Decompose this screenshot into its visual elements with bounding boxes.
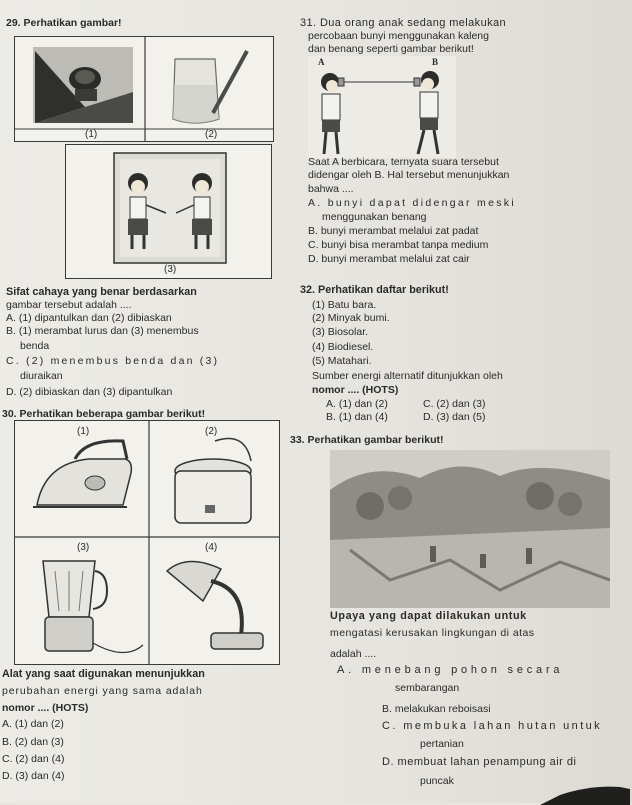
q33-figure bbox=[330, 450, 610, 608]
q30-label-1: (1) bbox=[77, 426, 90, 437]
q29-option-d: D. (2) dibiaskan dan (3) dipantulkan bbox=[6, 386, 173, 398]
q30-option-b: B. (2) dan (3) bbox=[2, 736, 64, 748]
q32-option-d: D. (3) dan (5) bbox=[423, 411, 486, 423]
q32-stem-line1: Sumber energi alternatif ditunjukkan oleh bbox=[312, 370, 503, 382]
q32-item-5: (5) Matahari. bbox=[312, 355, 372, 367]
q32-item-3: (3) Biosolar. bbox=[312, 326, 369, 338]
q33-option-c-line2: pertanian bbox=[420, 738, 464, 750]
q32-item-4: (4) Biodiesel. bbox=[312, 341, 374, 353]
q33-deforestation-image bbox=[330, 450, 610, 608]
q29-images-1-2 bbox=[15, 37, 273, 141]
q32-option-c: C. (2) dan (3) bbox=[423, 398, 486, 410]
q29-label-1: (1) bbox=[85, 129, 98, 140]
q30-label-2: (2) bbox=[205, 426, 218, 437]
q31-intro-line3: dan benang seperti gambar berikut! bbox=[308, 43, 474, 55]
q31-intro-line1: 31. Dua orang anak sedang melakukan bbox=[300, 17, 507, 29]
q29-option-c-line1: C. (2) menembus benda dan (3) bbox=[6, 355, 220, 367]
q33-option-c-line1: C. membuka lahan hutan untuk bbox=[382, 720, 603, 732]
q31-stem-line1: Saat A berbicara, ternyata suara tersebut bbox=[308, 156, 499, 168]
q30-figure-grid bbox=[14, 420, 280, 665]
q29-option-b-line1: B. (1) merambat lurus dan (3) menembus bbox=[6, 325, 199, 337]
q33-option-a-line1: A. menebang pohon secara bbox=[337, 664, 564, 676]
q31-option-d: D. bunyi merambat melalui zat cair bbox=[308, 253, 470, 265]
q32-title: 32. Perhatikan daftar berikut! bbox=[300, 284, 449, 296]
q29-label-3: (3) bbox=[164, 264, 177, 275]
q29-mirror-image bbox=[66, 145, 271, 278]
q32-option-a: A. (1) dan (2) bbox=[326, 398, 388, 410]
q30-appliance-images bbox=[15, 421, 279, 664]
q29-option-a: A. (1) dipantulkan dan (2) dibiaskan bbox=[6, 312, 172, 324]
q29-option-b-line2: benda bbox=[20, 340, 50, 352]
q31-label-a: A bbox=[318, 57, 325, 67]
q31-figure bbox=[308, 56, 456, 158]
marker-pen-decoration bbox=[540, 775, 630, 805]
q29-figure-1-2 bbox=[14, 36, 274, 142]
q33-title: 33. Perhatikan gambar berikut! bbox=[290, 434, 444, 446]
q31-stem-line2: didengar oleh B. Hal tersebut menunjukkan bbox=[308, 169, 510, 181]
q31-label-b: B bbox=[432, 57, 439, 67]
q33-option-d-line2: puncak bbox=[420, 775, 454, 787]
q29-label-2: (2) bbox=[205, 129, 218, 140]
q32-stem-line2: nomor .... (HOTS) bbox=[312, 384, 399, 396]
q30-stem-line2: perubahan energi yang sama adalah bbox=[2, 685, 203, 697]
q29-stem-line2: gambar tersebut adalah .... bbox=[6, 299, 132, 311]
q30-option-a: A. (1) dan (2) bbox=[2, 718, 64, 730]
q33-option-b: B. melakukan reboisasi bbox=[382, 703, 491, 715]
q30-label-3: (3) bbox=[77, 542, 90, 553]
q29-figure-3 bbox=[65, 144, 272, 279]
q31-intro-line2: percobaan bunyi menggunakan kaleng bbox=[308, 30, 489, 42]
q33-option-a-line2: sembarangan bbox=[395, 682, 460, 694]
q31-stem-line3: bahwa .... bbox=[308, 183, 354, 195]
q30-label-4: (4) bbox=[205, 542, 218, 553]
q29-stem-line1: Sifat cahaya yang benar berdasarkan bbox=[6, 286, 197, 298]
q32-item-1: (1) Batu bara. bbox=[312, 299, 377, 311]
q31-option-b: B. bunyi merambat melalui zat padat bbox=[308, 225, 479, 237]
q31-tin-phone-image bbox=[308, 56, 456, 158]
q33-stem-line1: Upaya yang dapat dilakukan untuk bbox=[330, 610, 527, 622]
q33-stem-line3: adalah .... bbox=[330, 648, 377, 660]
q32-item-2: (2) Minyak bumi. bbox=[312, 312, 390, 324]
q32-option-b: B. (1) dan (4) bbox=[326, 411, 388, 423]
q31-option-a-line2: menggunakan benang bbox=[322, 211, 427, 223]
q33-option-d-line1: D. membuat lahan penampung air di bbox=[382, 756, 577, 768]
q30-stem-line3: nomor .... (HOTS) bbox=[2, 702, 89, 714]
q29-option-c-line2: diuraikan bbox=[20, 370, 63, 382]
q29-title: 29. Perhatikan gambar! bbox=[6, 17, 122, 29]
q33-stem-line2: mengatasi kerusakan lingkungan di atas bbox=[330, 627, 535, 639]
q30-option-d: D. (3) dan (4) bbox=[2, 770, 65, 782]
q30-option-c: C. (2) dan (4) bbox=[2, 753, 65, 765]
q31-option-a-line1: A. bunyi dapat didengar meski bbox=[308, 197, 516, 209]
q31-option-c: C. bunyi bisa merambat tanpa medium bbox=[308, 239, 489, 251]
q30-stem-line1: Alat yang saat digunakan menunjukkan bbox=[2, 668, 205, 680]
q30-title: 30. Perhatikan beberapa gambar berikut! bbox=[2, 408, 206, 420]
